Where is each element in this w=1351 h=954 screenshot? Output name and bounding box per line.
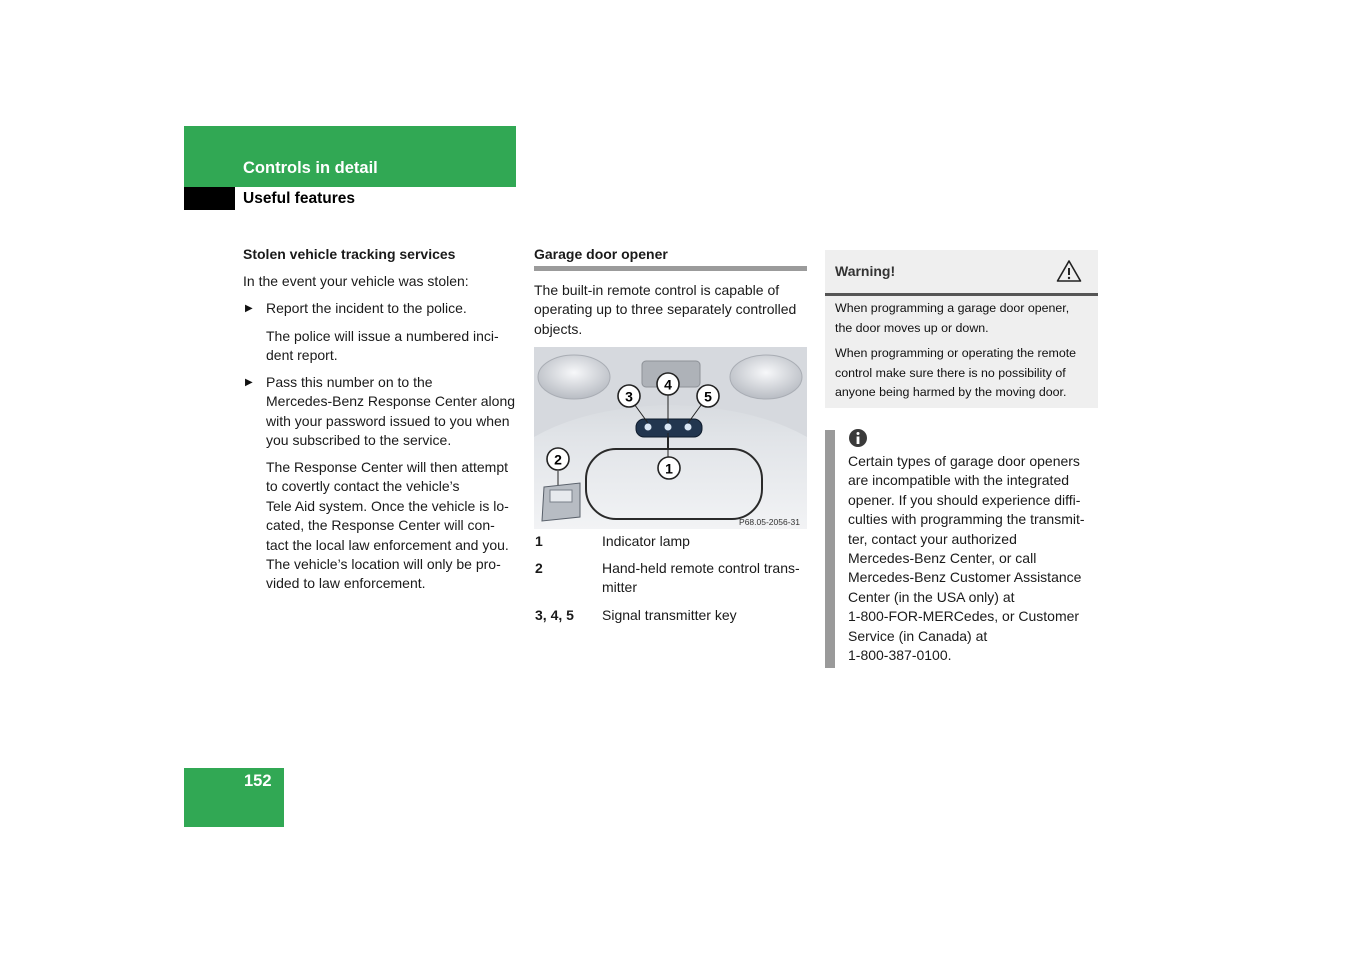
legend-text: Indicator lamp <box>602 533 690 549</box>
section-title: Controls in detail <box>243 159 378 177</box>
bullet-icon: ▶ <box>245 377 253 388</box>
step1-result: The police will issue a numbered inci- dent report. <box>266 328 499 364</box>
legend-num: 1 <box>535 533 543 549</box>
left-dome-lamp <box>538 355 610 399</box>
warning-rule <box>825 293 1098 296</box>
stolen-heading: Stolen vehicle tracking services <box>243 246 456 262</box>
legend-text: Signal transmitter key <box>602 607 737 623</box>
stolen-intro: In the event your vehicle was stolen: <box>243 273 469 289</box>
legend-num: 2 <box>535 560 543 576</box>
svg-text:1: 1 <box>665 460 673 477</box>
garage-intro: The built-in remote control is capable of operating up to three separately controlled objects. <box>534 282 797 337</box>
header-marker <box>184 187 235 210</box>
warning-triangle-icon <box>1056 259 1082 283</box>
warning-para-2: When programming or operating the remote control make sure there is no possibility of anyone being harmed by the moving door. <box>835 346 1077 400</box>
callout-1 <box>658 457 680 479</box>
legend-num: 3, 4, 5 <box>535 607 574 623</box>
svg-text:4: 4 <box>664 376 672 393</box>
info-bar <box>825 430 835 668</box>
figure-illustration <box>534 347 807 529</box>
legend-text: Hand-held remote control trans- mitter <box>602 560 800 596</box>
callout-3 <box>618 385 640 407</box>
warning-title: Warning! <box>835 263 896 279</box>
garage-heading: Garage door opener <box>534 246 668 262</box>
page-number: 152 <box>244 772 272 790</box>
subsection-title: Useful features <box>243 190 355 207</box>
callout-4 <box>657 373 679 395</box>
step1-text: Report the incident to the police. <box>266 300 467 316</box>
overhead-console-figure <box>534 347 807 529</box>
key-button <box>685 424 692 431</box>
warning-para-1: When programming a garage door opener, the door moves up or down. <box>835 301 1070 335</box>
step2-text: Pass this number on to the Mercedes-Benz Response Center along with your password issued to you when you subscribed to the service. <box>266 374 516 449</box>
info-icon <box>848 428 868 448</box>
heading-rule <box>534 266 807 271</box>
step2-result: The Response Center will then attempt to covertly contact the vehicle’s Tele Aid system. Once the vehicle is lo- cated, the Response Center will con- tact the local law enforcement and you. The vehicle’s location will only be pro- vided to law enforcement. <box>266 459 509 592</box>
key-button <box>665 424 672 431</box>
callout-5 <box>697 385 719 407</box>
callout-2 <box>547 448 569 470</box>
svg-text:2: 2 <box>554 451 562 468</box>
svg-text:5: 5 <box>704 388 712 405</box>
right-dome-lamp <box>730 355 802 399</box>
figure-code: P68.05-2056-31 <box>739 517 800 527</box>
bullet-icon: ▶ <box>245 303 253 314</box>
svg-text:3: 3 <box>625 388 633 405</box>
info-text: Certain types of garage door openers are incompatible with the integrated opener. If you should experience diffi- culties with programming the transmit- ter, contact your authorized Mercedes-Benz Center, or call Mercedes-Benz Customer Assistance Center (in the USA only) at 1-800-FOR-MERCedes, or Customer Service (in Canada) at 1-800-387-0100. <box>848 453 1085 664</box>
key-button <box>645 424 652 431</box>
